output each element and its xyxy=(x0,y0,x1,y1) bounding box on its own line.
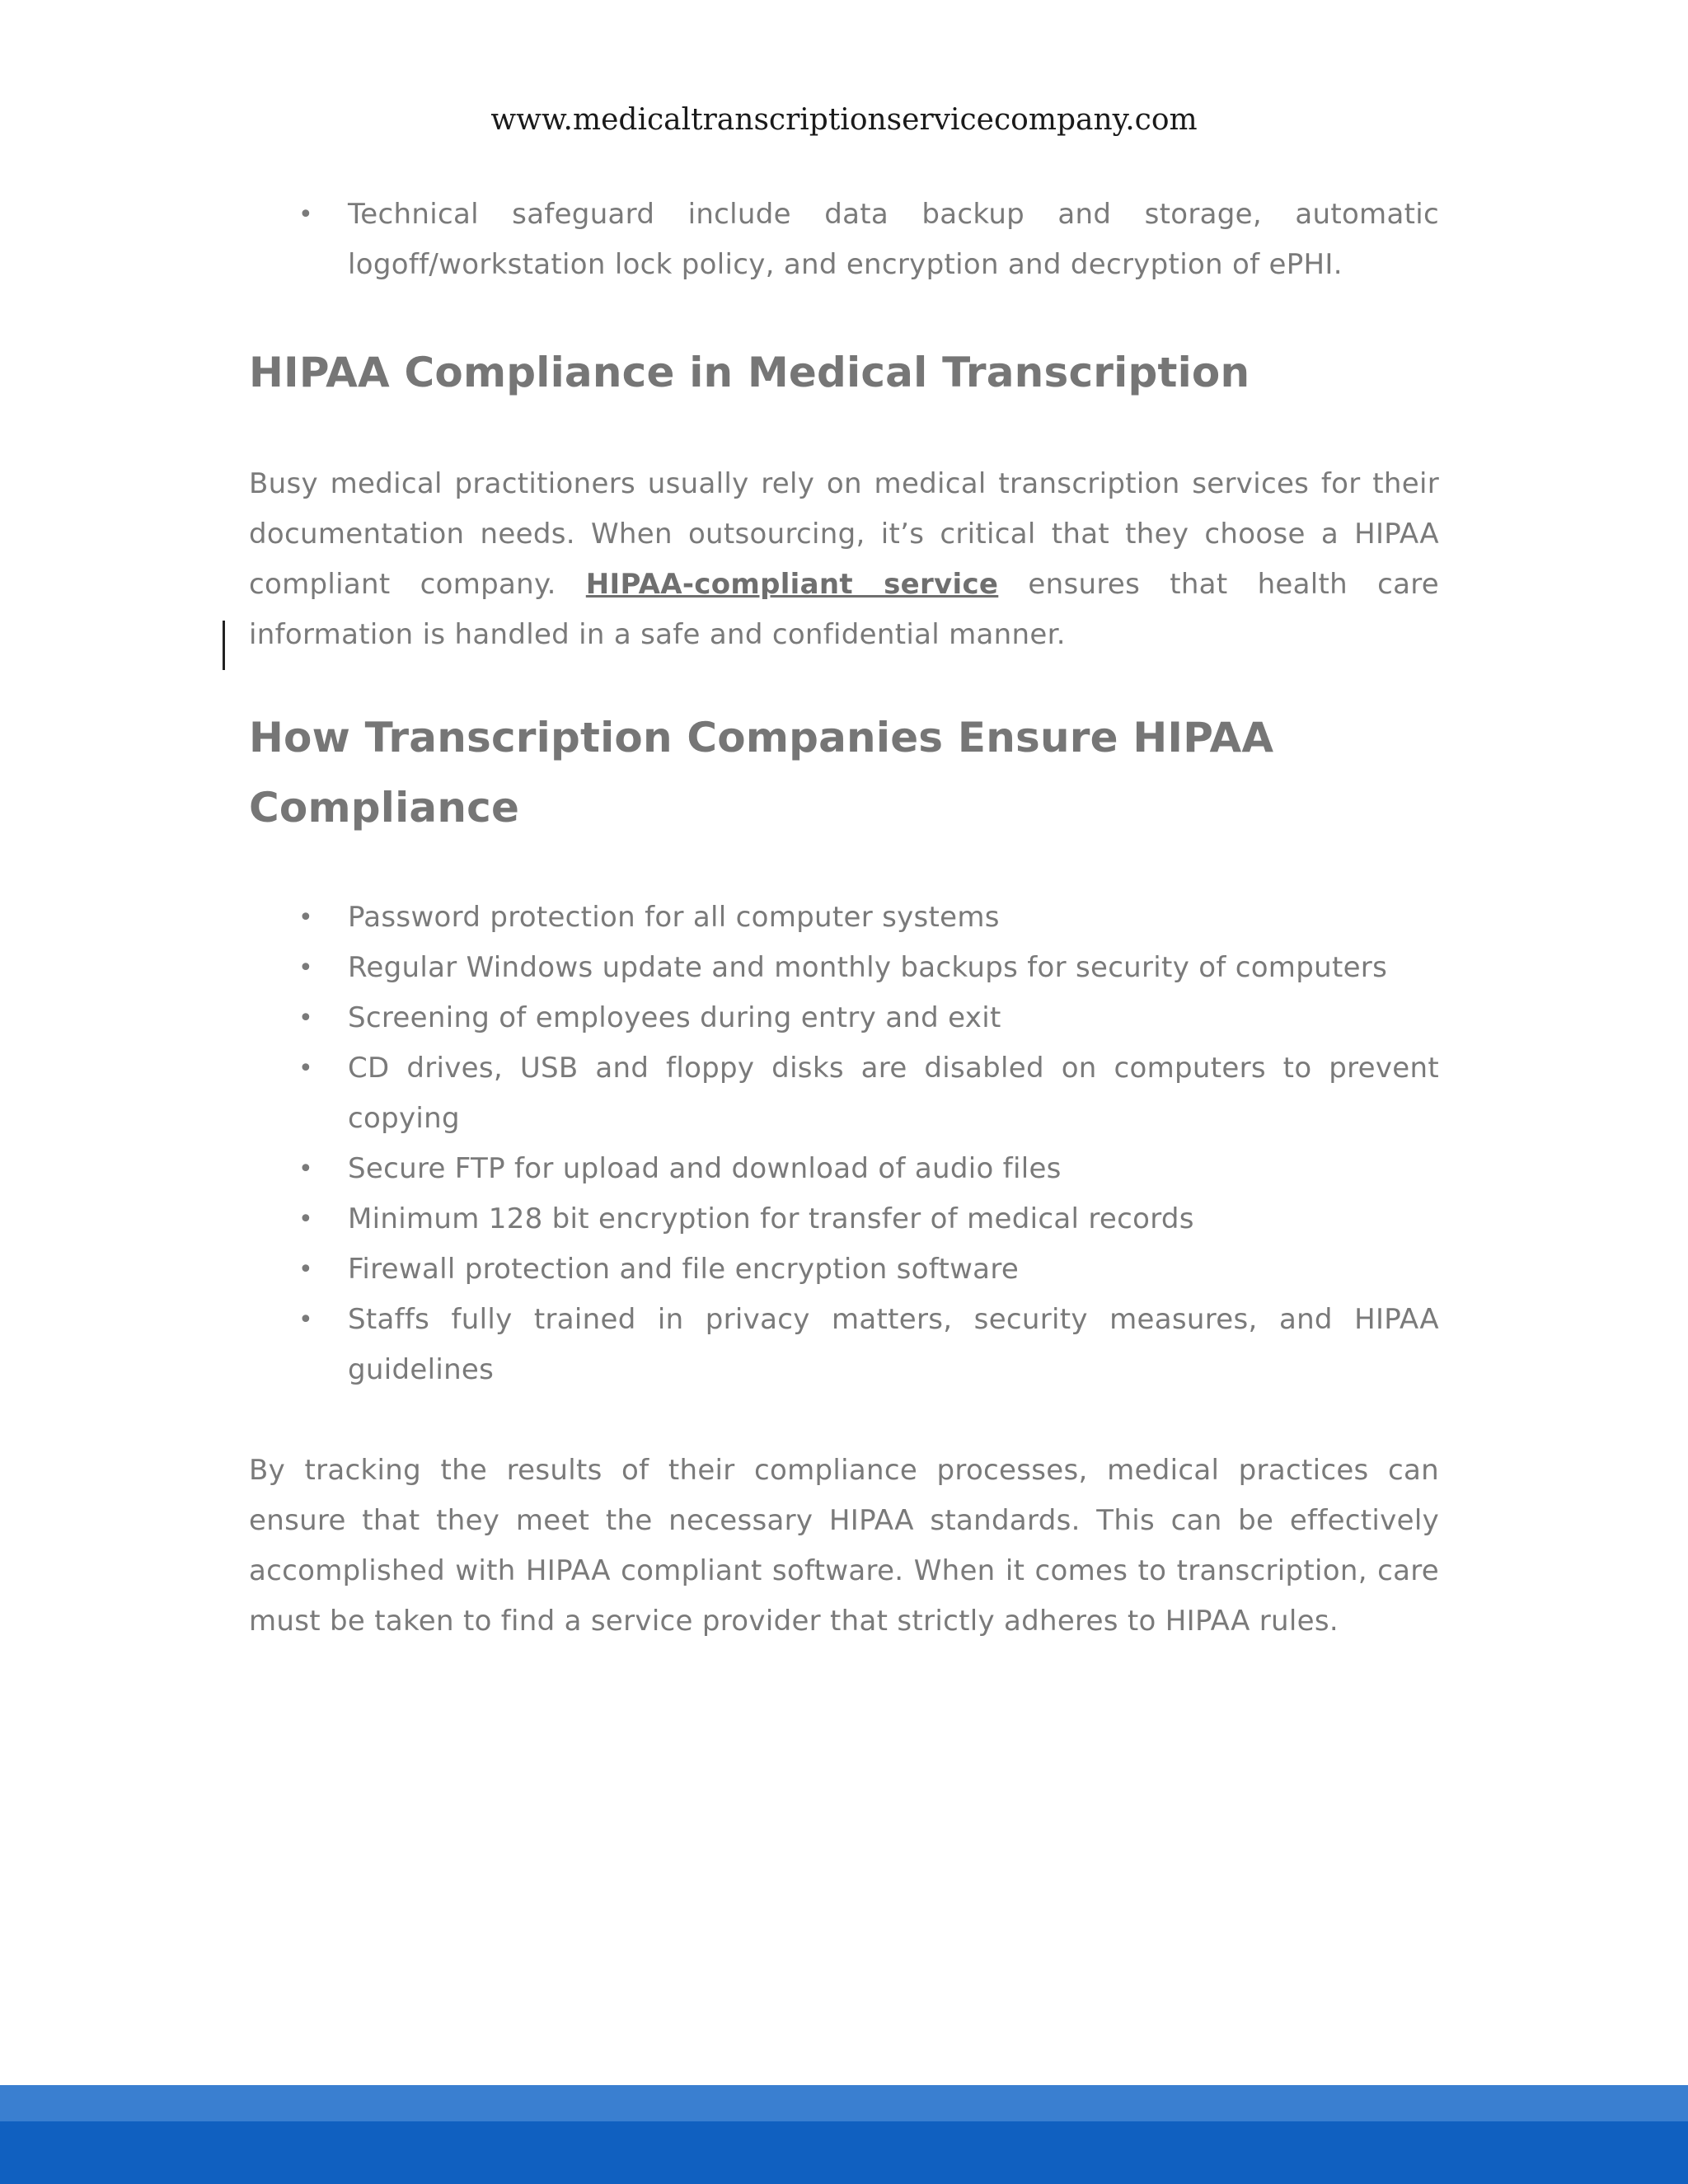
bullet-icon: • xyxy=(298,1305,313,1334)
paragraph-text: Busy medical practitioners usually rely on medical transcription services for their documentation needs. When outsourcing, it’s critical that they choose a HIPAA compliant company. xyxy=(249,467,1439,601)
closing-paragraph: By tracking the results of their compliance processes, medical practices can ensure that they meet the necessary HIPAA standards. This can be effectively accomplished with HIPAA compliant software. When it comes to transcription, care must be taken to find a service provider that strictly adheres to HIPAA rules. xyxy=(249,1454,1439,1638)
list-item-text: Firewall protection and file encryption software xyxy=(348,1253,1020,1286)
bullet-icon: • xyxy=(298,1004,313,1033)
list-item-text: CD drives, USB and floppy disks are disabled on computers to prevent copying xyxy=(348,1052,1439,1135)
heading-line: Compliance xyxy=(249,784,520,832)
bullet-icon: • xyxy=(298,1205,313,1234)
list-item xyxy=(249,190,1439,290)
document-body xyxy=(249,190,1439,1647)
list-item xyxy=(249,1194,1439,1244)
section-heading-hipaa-compliance: HIPAA Compliance in Medical Transcription xyxy=(249,349,1250,396)
list-item xyxy=(249,1144,1439,1194)
list-item-text: Secure FTP for upload and download of audio files xyxy=(348,1152,1062,1185)
list-item xyxy=(249,943,1439,993)
intro-bullet-list xyxy=(249,190,1439,290)
list-item-text: Minimum 128 bit encryption for transfer of medical records xyxy=(348,1202,1194,1235)
paragraph-text: ensures that health care information is handled in a safe and confidential manner. xyxy=(249,568,1439,651)
bullet-icon: • xyxy=(298,1155,313,1183)
footer-band-light xyxy=(0,2085,1688,2121)
list-item-text: Screening of employees during entry and exit xyxy=(348,1001,1001,1034)
list-item xyxy=(249,993,1439,1043)
section-heading-how-companies-ensure xyxy=(249,703,1439,843)
list-item-text: Regular Windows update and monthly backups for security of computers xyxy=(348,951,1388,984)
text-cursor xyxy=(223,621,225,670)
section1-paragraph xyxy=(249,459,1439,660)
list-item xyxy=(249,1244,1439,1295)
bullet-icon: • xyxy=(298,954,313,982)
list-item xyxy=(249,1295,1439,1395)
bullet-icon: • xyxy=(298,1054,313,1083)
page-header-url: www.medicaltranscriptionservicecompany.com xyxy=(490,103,1198,137)
list-item xyxy=(249,893,1439,943)
heading-line: How Transcription Companies Ensure HIPAA xyxy=(249,714,1274,762)
list-item xyxy=(249,1043,1439,1144)
bullet-icon: • xyxy=(298,1255,313,1284)
hipaa-compliant-service-link[interactable]: HIPAA-compliant service xyxy=(585,568,999,601)
footer-band-dark xyxy=(0,2121,1688,2184)
bullet-icon: • xyxy=(298,200,313,229)
list-item-text: Password protection for all computer systems xyxy=(348,901,1000,934)
list-item-text: Technical safeguard include data backup and storage, automatic logoff/workstation lock policy, and encryption and decryption of ePHI. xyxy=(348,198,1439,281)
bullet-icon: • xyxy=(298,903,313,932)
compliance-bullet-list xyxy=(249,893,1439,1395)
list-item-text: Staffs fully trained in privacy matters, security measures, and HIPAA guidelines xyxy=(348,1303,1439,1386)
